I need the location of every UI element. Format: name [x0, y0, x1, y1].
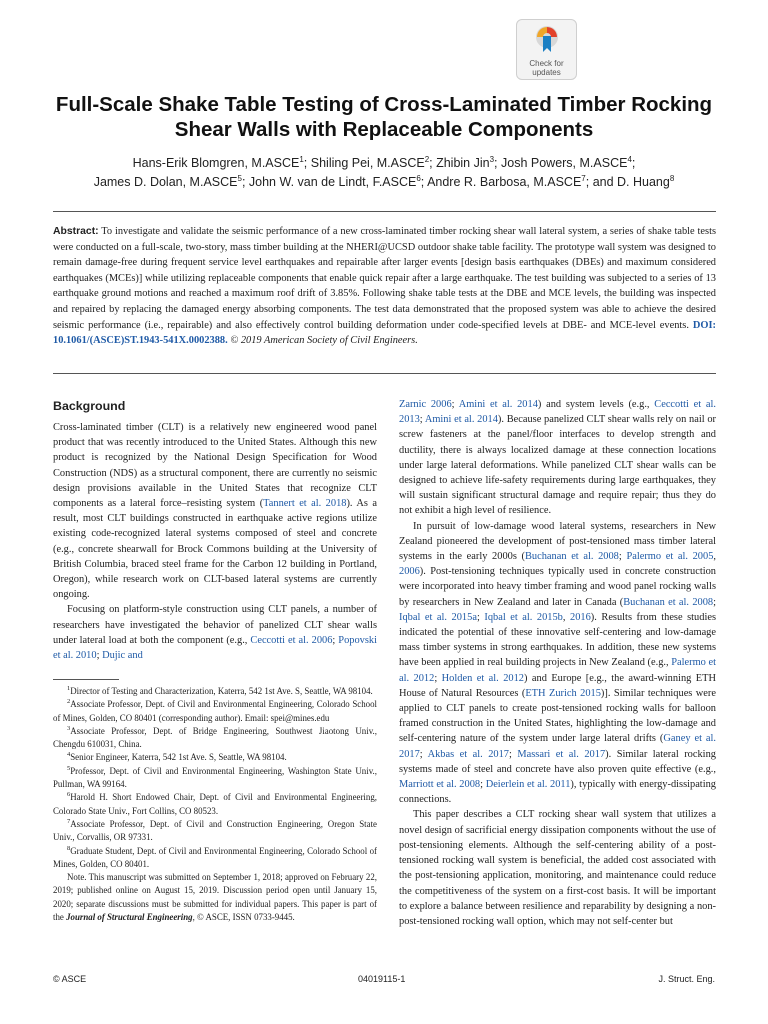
footnote: $^8$Graduate Student, Dept. of Civil and Environmental Engineering, Colorado School of Mines, Golden, CO 80401. — [53, 844, 377, 869]
citation-link[interactable]: Ceccotti et al. 2013 — [399, 399, 716, 426]
right-column — [399, 397, 716, 929]
citation-link[interactable]: Akbas et al. 2017 — [427, 748, 509, 760]
citation-link[interactable]: 2006 — [399, 566, 420, 578]
citation-link[interactable]: 2016 — [570, 611, 591, 623]
abstract-label: Abstract: — [53, 226, 99, 237]
citation-link[interactable]: Dujic and — [102, 650, 143, 662]
doi-link[interactable]: 10.1061/(ASCE)ST.1943-541X.0002388. — [53, 335, 228, 347]
citation-link[interactable]: Marriott et al. 2008 — [399, 779, 481, 791]
citation-link[interactable]: Palermo et al. 2005 — [626, 551, 714, 563]
citation-link[interactable]: Deierlein et al. 2011 — [485, 779, 571, 791]
author: Shiling Pei, M.ASCE$^2$; — [310, 154, 437, 170]
paragraph: Zarnic 2006; Amini et al. 2014) and system levels (e.g., Ceccotti et al. 2013; Amini et al. 2014). Because panelized CLT shear walls rely on nail or screw fasteners at the panel/floor interfaces to develop strength and ductility, there is always localized damage at these connection locations under large lateral deformations. While panelized CLT shear walls can be designed to achieve life-safety requirements during large earthquakes, they will sustain significant structural damage and require repair; thus they do not exhibit a high level of resilience. — [399, 399, 716, 517]
citation-link[interactable]: Popovski et al. 2010 — [53, 634, 377, 662]
doi-label: DOI: — [692, 319, 716, 331]
footnote-divider — [53, 679, 119, 680]
footer-publisher: © ASCE — [53, 974, 87, 984]
footnote: $^7$Associate Professor, Dept. of Civil and Construction Engineering, Oregon State Univ., Corvallis, OR 97331. — [53, 818, 377, 843]
author: D. Huang$^8$ — [617, 173, 675, 189]
copyright-notice: © 2019 American Society of Civil Engineers. — [230, 335, 418, 347]
abstract — [53, 211, 716, 374]
paragraph: In pursuit of low-damage wood lateral systems, researchers in New Zealand pioneered the development of post-tensioned mass timber lateral systems in the early 2000s (Buchanan et al. 2008; Palermo et al. 2005, 2006). Post-tensioning techniques typically used in concrete construction were incorporated into heavy timber framing and wood panel rocking walls by researchers in New Zealand and later in Canada (Buchanan et al. 2008; Iqbal et al. 2015a; Iqbal et al. 2015b, 2016). Results from these studies indicated the potential of these innovative self-centering and low-damage mass timber systems in strong earthquakes. In addition, these new systems have been applied in real building projects in New Zealand (e.g., Palermo et al. 2012; Holden et al. 2012) and Europe [e.g., the award-winning ETH House of Natural Resources (ETH Zurich 2015)]. Similar techniques were applied to CLT panels to create post-tensioned rocking walls for balloon framed construction in the United States, highlighting the low-damage and self-centering nature of the system under large lateral drifts (Ganey et al. 2017; Akbas et al. 2017; Massari et al. 2017). Similar lateral rocking systems made of steel and concrete have also proven quite effective (e.g., Marriott et al. 2008; Deierlein et al. 2011), typically with energy-dissipating connections. — [399, 520, 717, 806]
citation-link[interactable]: Holden et al. 2012 — [441, 672, 524, 684]
author: Andre R. Barbosa, M.ASCE$^7$; and — [427, 173, 618, 189]
citation-link[interactable]: Tannert et al. 2018 — [263, 498, 347, 510]
citation-link[interactable]: Amini et al. 2014 — [424, 414, 498, 426]
footnote: $^2$Associate Professor, Dept. of Civil and Environmental Engineering, Colorado School of Mines, Golden, CO 80401 (corresponding author). Email: spei@mines.edu — [53, 698, 377, 723]
check-for-updates-badge[interactable] — [516, 19, 577, 80]
citation-link[interactable]: Iqbal et al. 2015b — [484, 611, 563, 623]
paper-title: Full-Scale Shake Table Testing of Cross-Laminated Timber Rocking Shear Walls with Replaceable Components — [55, 93, 713, 141]
author: John W. van de Lindt, F.ASCE$^6$; — [248, 173, 428, 189]
citation-link[interactable]: Buchanan et al. 2008 — [623, 596, 714, 608]
section-heading-background: Background — [53, 399, 126, 413]
citation-link[interactable]: Buchanan et al. 2008 — [525, 551, 619, 563]
footnote: $^6$Harold H. Short Endowed Chair, Dept. of Civil and Environmental Engineering, Colorado State Univ., Fort Collins, CO 80523. — [53, 791, 377, 816]
citation-link[interactable]: Massari et al. 2017 — [517, 748, 606, 760]
paragraph: Cross-laminated timber (CLT) is a relatively new engineered wood panel product that was recently introduced to the United States. Although this new product is recognized by the National Design Specification for Wood Construction (NDS) as a structural component, there are currently no seismic design provisions available in the United States that recognize CLT components as a lateral force–resisting system (Tannert et al. 2018). As a result, most CLT buildings constructed in earthquake active regions utilize existing code-recognized lateral systems composed of steel and concrete (e.g., concrete shearwall for Brock Commons building at the University of British Columbia, braced steel frame for the Carbon 12 building in Portland, Oregon), while research work on CLT-based lateral systems are currently ongoing. — [53, 422, 377, 601]
footer-journal: J. Struct. Eng. — [658, 974, 715, 984]
author-list — [40, 154, 728, 192]
author: Josh Powers, M.ASCE$^4$; — [501, 154, 636, 170]
manuscript-note: Note. This manuscript was submitted on September 1, 2018; approved on February 22, 2019; published online on August 15, 2019. Discussion period open until January 15, 2020; separate discussions must be submitted for individual papers. This paper is part of the Journal of Structural Engineering, © ASCE, ISSN 0733-9445. — [53, 872, 377, 923]
footnotes — [53, 685, 377, 924]
footnote: $^3$Associate Professor, Dept. of Bridge Engineering, Southwest Jiaotong Univ., Chengdu 610031, China. — [53, 724, 377, 750]
citation-link[interactable]: ETH Zurich 2015 — [525, 687, 601, 699]
check-updates-label: Check for updates — [529, 59, 564, 77]
footer-article-number: 04019115-1 — [358, 974, 406, 984]
paragraph: Focusing on platform-style construction using CLT panels, a number of researchers have investigated the behavior of panelized CLT shear walls under lateral load at both the component (e.g., Ceccotti et al. 2006; Popovski et al. 2010; Dujic and — [53, 604, 377, 662]
citation-link[interactable]: Palermo et al. 2012 — [399, 657, 716, 684]
footnote: $^1$Director of Testing and Characterization, Katerra, 542 1st Ave. S, Seattle, WA 98104. — [67, 685, 373, 696]
footnote: $^4$Senior Engineer, Katerra, 542 1st Ave. S, Seattle, WA 98104. — [67, 751, 287, 763]
citation-link[interactable]: Zarnic 2006 — [399, 399, 452, 410]
paragraph: This paper describes a CLT rocking shear wall system that utilizes a novel design of sacrificial energy dissipation components without the use of post-tensioning elements. Although the self-centering ability of a post-tensioned rocking wall system is beneficial, the added cost associated with the post-tensioning application, monitoring, and maintenance could reduce the competitiveness of the system on a first-cost basis. It will be important to explore a balance between resilience and reparability by designing a non-post-tensioned rocking wall option, which may not self-center but — [399, 809, 716, 927]
author: Zhibin Jin$^3$; — [436, 154, 501, 170]
journal-name: Journal of Structural Engineering — [66, 912, 193, 923]
citation-link[interactable]: Amini et al. 2014 — [458, 399, 538, 410]
footnote: $^5$Professor, Dept. of Civil and Environmental Engineering, Washington State Univ., Pullman, WA 99164. — [53, 764, 377, 790]
citation-link[interactable]: Ceccotti et al. 2006 — [250, 634, 333, 646]
citation-link[interactable]: Ganey et al. 2017 — [399, 733, 716, 760]
citation-link[interactable]: Iqbal et al. 2015a — [399, 611, 477, 623]
author: Hans-Erik Blomgren, M.ASCE$^1$; — [132, 154, 311, 170]
left-column — [53, 398, 377, 663]
check-updates-icon — [533, 24, 561, 54]
author: James D. Dolan, M.ASCE$^5$; — [93, 173, 249, 189]
abstract-text: To investigate and validate the seismic performance of a new cross-laminated timber rocking shear wall lateral system, a series of shake table tests were conducted on a full-scale, two-story, mass timber building at the NHERI@UCSD outdoor shake table facility. The prototype wall system was designed to remain damage-free during frequent service level earthquakes and repairable after larger events [design basis earthquakes (DBEs) and maximum considered earthquakes (MCEs)] while utilizing replaceable components that enable quick repair after a large earthquake. The test building was subjected to a series of 13 earthquake ground motions and reached a maximum roof drift of 3.85%. Following shake table tests at the DBE and MCE levels, the building was inspected and repaired by replacing the damaged energy absorbing components. The test data demonstrated that the proposed system was able to achieve the desired seismic performance (i.e., repairable) and also effectively control building deformation under code-specified levels at DBE- and MCE-level events. — [53, 226, 716, 331]
